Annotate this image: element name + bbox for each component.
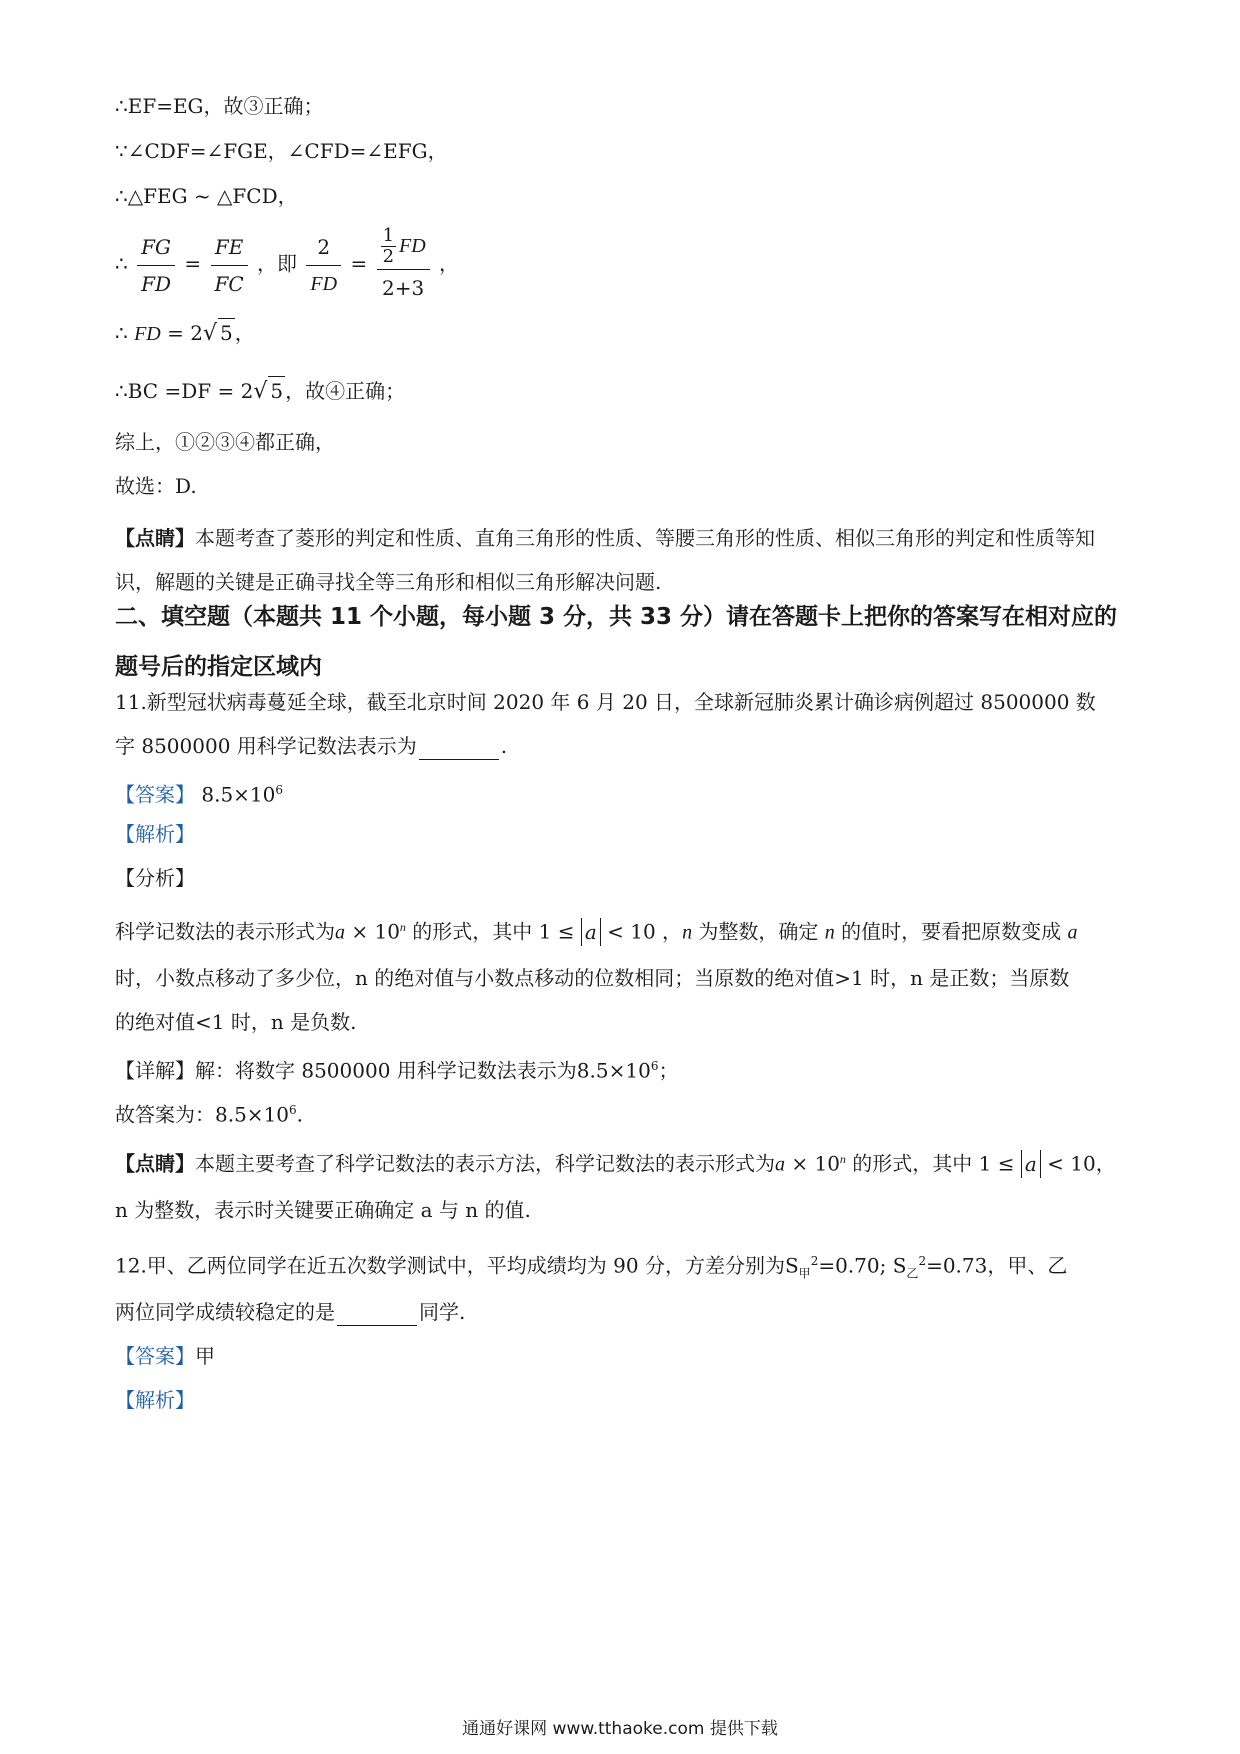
q11-fenxi-line-1: 科学记数法的表示形式为$a \times 10^n$ 的形式，其中 1 ≤ a < 10 ，n 为整数，确定 n 的值时，要看把原数变成 a: [115, 919, 1078, 944]
q11-stem-a: 11.新型冠状病毒蔓延全球，截至北京时间 2020 年 6 月 20 日，全球新冠肺炎累计确诊病例超过 8500000 数: [115, 690, 1096, 714]
q12-stem-a: 12.甲、乙两位同学在近五次数学测试中，平均成绩均为 90 分，方差分别为$S_甲^2=0.70$; $S_乙^2=0.73$，甲、乙: [115, 1253, 1068, 1281]
proof-line-3: ∴△FEG ~ △FCD，: [115, 184, 298, 208]
q11-fenxi-line-2: 时，小数点移动了多少位，n 的绝对值与小数点移动的位数相同；当原数的绝对值>1 时，n 是正数；当原数: [115, 966, 1070, 990]
answer-blank: [337, 1305, 417, 1326]
q11-review-line-1: 【点睛】本题主要考查了科学记数法的表示方法，科学记数法的表示形式为$a \times 10^n$ 的形式，其中 1 ≤ a < 10，: [115, 1151, 1116, 1176]
proof-line-1: ∴EF=EG，故③正确；: [115, 94, 324, 118]
proof-line-4: ∴ $\frac{FG}{FD}$ = $\frac{FE}{FC}$ ，即 $\frac{2}{FD}$ = $\frac{1}{2}$ FD 2+3 ，: [115, 226, 1130, 304]
q11-detail: 【详解】解：将数字 8500000 用科学记数法表示为$8.5\times 10^6$；: [115, 1058, 679, 1083]
q11-analysis-tag: 【解析】: [115, 822, 195, 846]
q12-stem-b: 两位同学成绩较稳定的是 同学.: [115, 1300, 466, 1324]
section-heading: 二、填空题（本题共 11 个小题，每小题 3 分，共 33 分）请在答题卡上把你的答案写在相对应的题号后的指定区域内: [115, 604, 1118, 680]
q11-review-line-2: n 为整数，表示时关键要正确确定 a 与 n 的值.: [115, 1198, 531, 1222]
proof-line-5: ∴ FD = 2√ 5 ，: [115, 318, 1130, 348]
proof-choice: 故选：D.: [115, 474, 197, 498]
fraction-2-fd: $\frac{2}{FD}$: [306, 231, 341, 300]
proof-line-2: ∵∠CDF=∠FGE，∠CFD=∠EFG，: [115, 139, 448, 163]
q12-analysis-tag: 【解析】: [115, 1388, 195, 1412]
q11-result: 故答案为：$8.5\times 10^6$.: [115, 1102, 304, 1127]
sqrt-symbol: √: [253, 379, 268, 404]
proof-summary: 综上，①②③④都正确，: [115, 430, 335, 454]
q12-answer: 【答案】甲: [115, 1344, 215, 1368]
answer-blank: [419, 739, 499, 760]
proof-line-6: ∴BC =DF = 2√ 5 ，故④正确；: [115, 376, 1130, 406]
fraction-fe-fc: $\frac{FE}{FC}$: [211, 231, 248, 300]
sqrt-symbol: √: [202, 321, 217, 346]
fraction-half-fd-over-5: $\frac{1}{2}$ FD 2+3: [377, 226, 430, 304]
q11-stem-b: 字 8500000 用科学记数法表示为 .: [115, 734, 508, 758]
q11-fenxi-line-3: 的绝对值<1 时，n 是负数.: [115, 1010, 357, 1034]
page-footer: 通通好课网 www.tthaoke.com 提供下载: [462, 1719, 778, 1739]
q11-answer: 【答案】 $8.5\times 10^6$: [115, 782, 284, 807]
q11-fenxi-tag: 【分析】: [115, 866, 195, 890]
proof-review: 【点睛】本题考查了菱形的判定和性质、直角三角形的性质、等腰三角形的性质、相似三角形的判定和性质等知识，解题的关键是正确寻找全等三角形和相似三角形解决问题.: [115, 526, 1095, 594]
fraction-fg-fd: $\frac{FG}{FD}$: [137, 231, 175, 300]
